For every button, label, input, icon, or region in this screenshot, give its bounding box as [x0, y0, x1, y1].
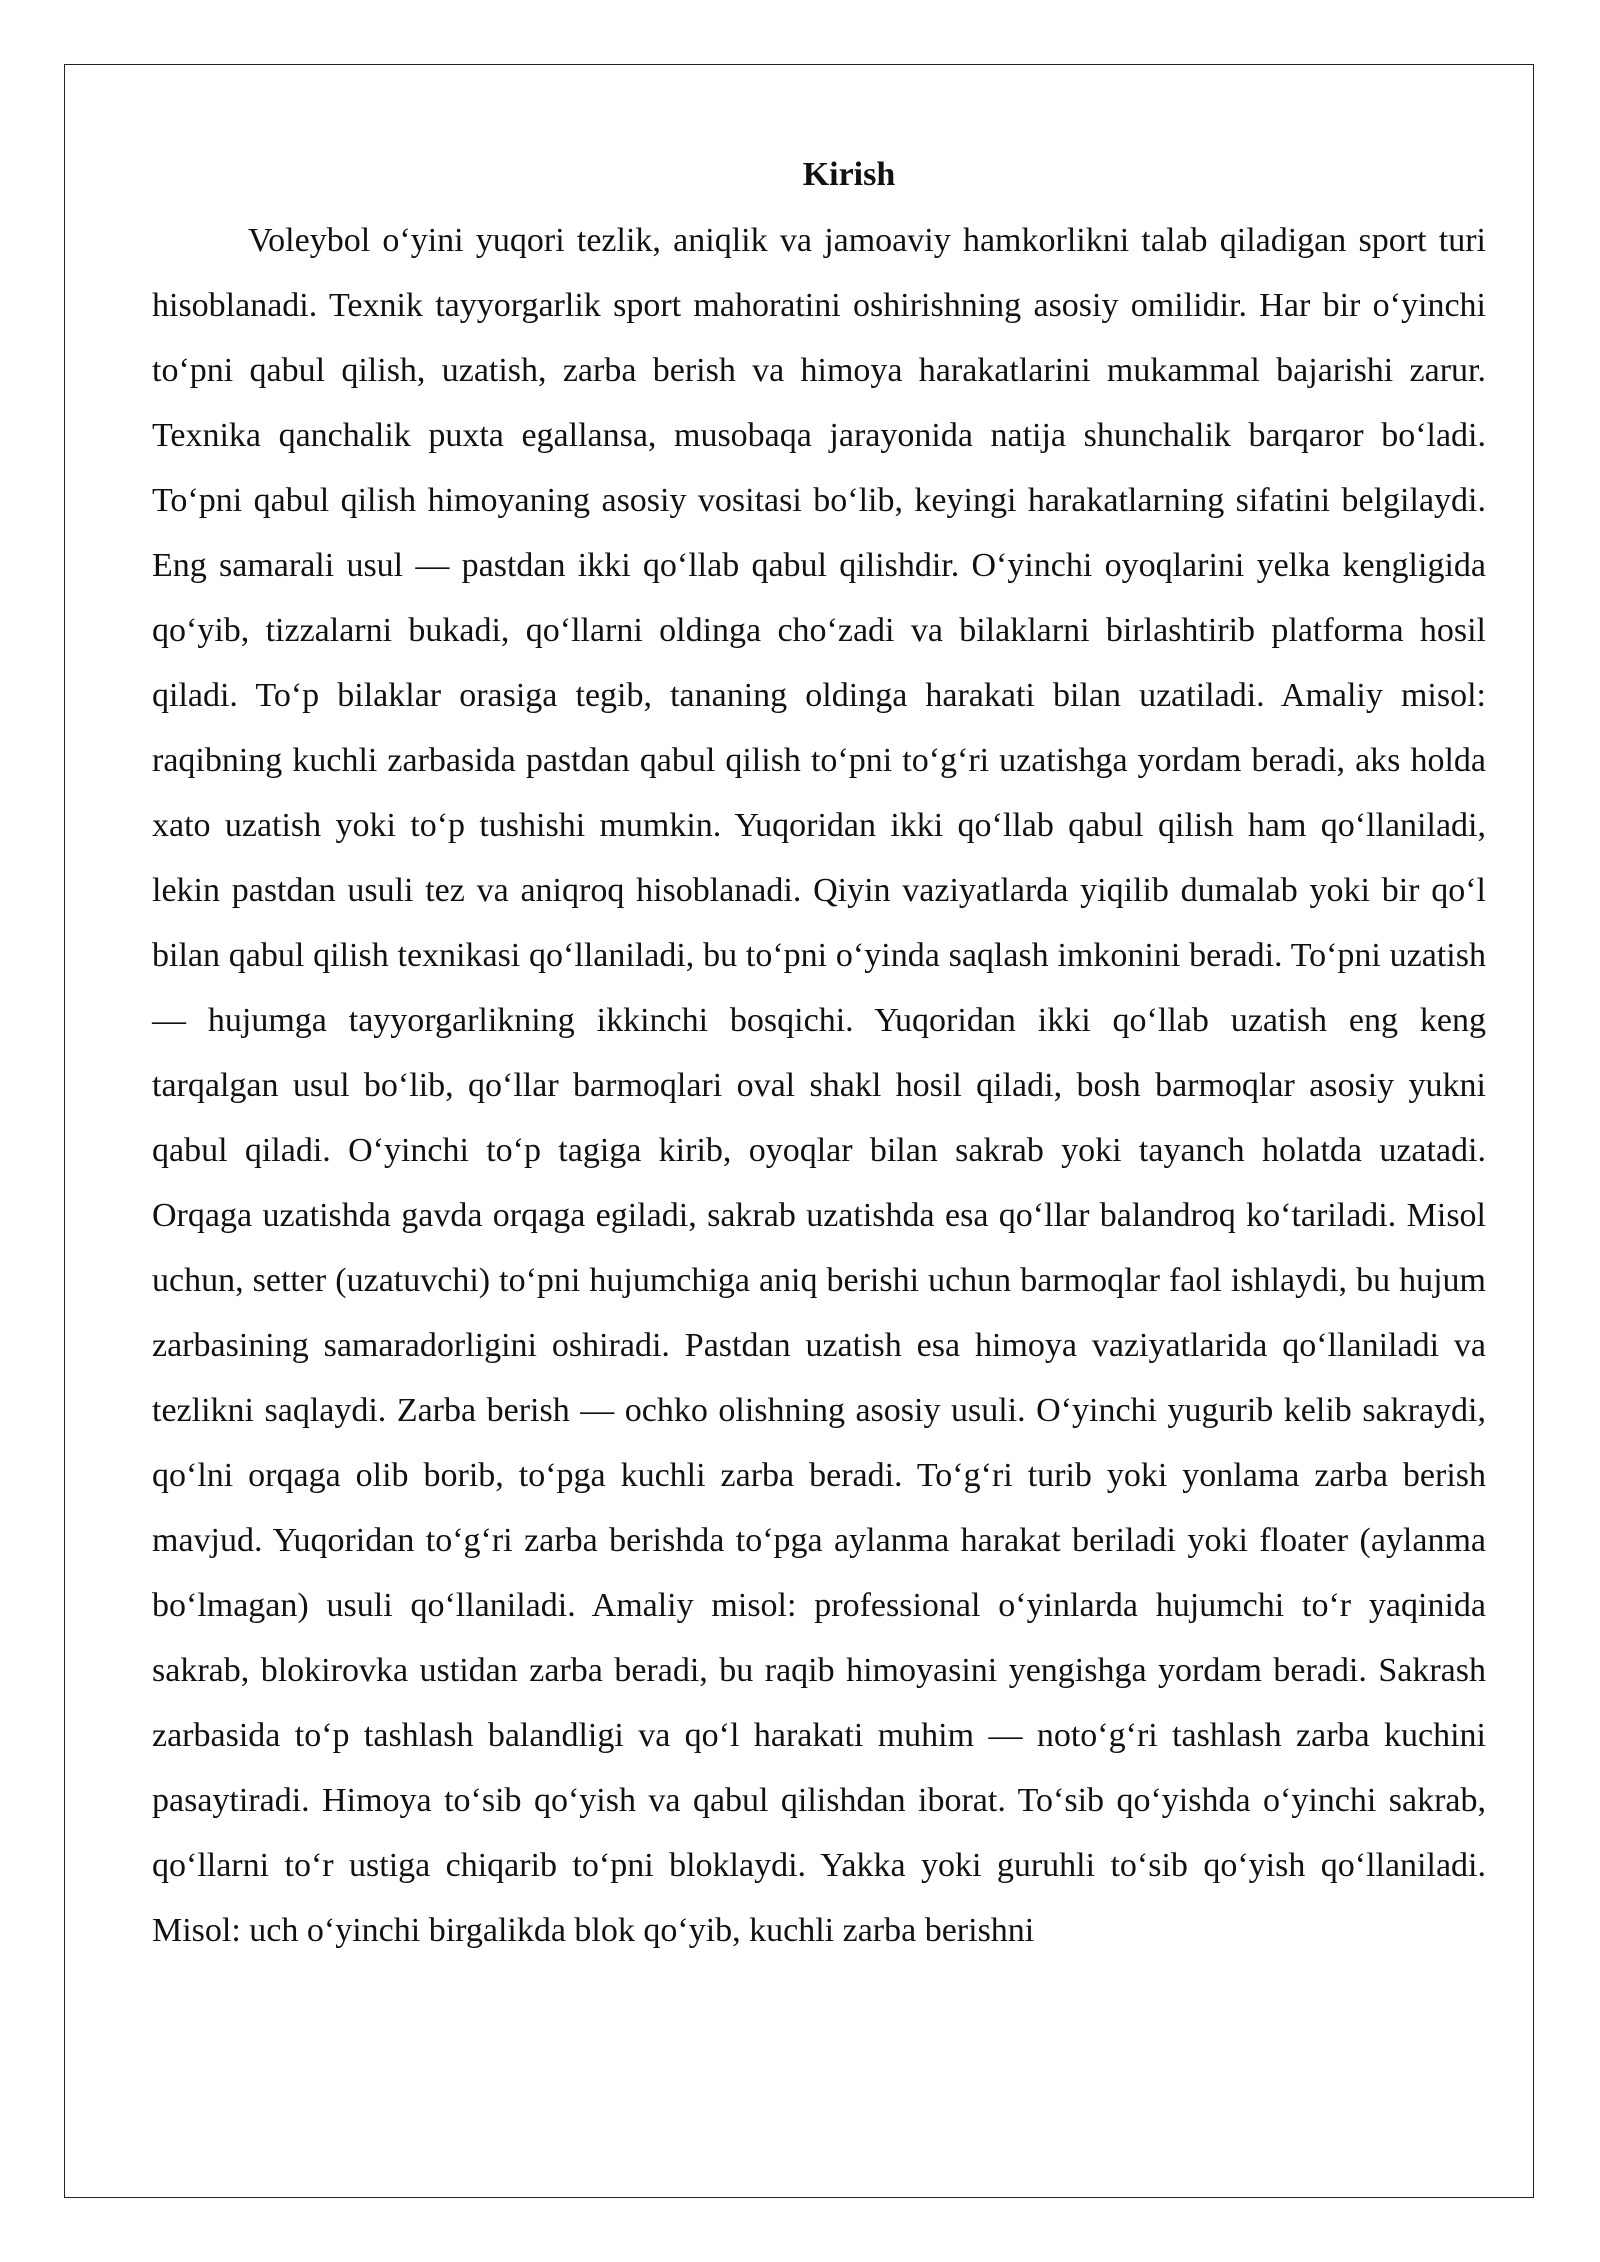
- document-body-paragraph: Voleybol o‘yini yuqori tezlik, aniqlik va jamoaviy hamkorlikni talab qiladigan sport turi hisoblanadi. Texnik tayyorgarlik sport mahoratini oshirishning asosiy omilidir. Har bir o‘yinchi to‘pni qabul qilish, uzatish, zarba berish va himoya harakatlarini mukammal bajarishi zarur. Texnika qanchalik puxta egallansa, musobaqa jarayonida natija shunchalik barqaror bo‘ladi. To‘pni qabul qilish himoyaning asosiy vositasi bo‘lib, keyingi harakatlarning sifatini belgilaydi. Eng samarali usul — pastdan ikki qo‘llab qabul qilishdir. O‘yinchi oyoqlarini yelka kengligida qo‘yib, tizzalarni bukadi, qo‘llarni oldinga cho‘zadi va bilaklarni birlashtirib platforma hosil qiladi. To‘p bilaklar orasiga tegib, tananing oldinga harakati bilan uzatiladi. Amaliy misol: raqibning kuchli zarbasida pastdan qabul qilish to‘pni to‘g‘ri uzatishga yordam beradi, aks holda xato uzatish yoki to‘p tushishi mumkin. Yuqoridan ikki qo‘llab qabul qilish ham qo‘llaniladi, lekin pastdan usuli tez va aniqroq hisoblanadi. Qiyin vaziyatlarda yiqilib dumalab yoki bir qo‘l bilan qabul qilish texnikasi qo‘llaniladi, bu to‘pni o‘yinda saqlash imkonini beradi. To‘pni uzatish — hujumga tayyorgarlikning ikkinchi bosqichi. Yuqoridan ikki qo‘llab uzatish eng keng tarqalgan usul bo‘lib, qo‘llar barmoqlari oval shakl hosil qiladi, bosh barmoqlar asosiy yukni qabul qiladi. O‘yinchi to‘p tagiga kirib, oyoqlar bilan sakrab yoki tayanch holatda uzatadi. Orqaga uzatishda gavda orqaga egiladi, sakrab uzatishda esa qo‘llar balandroq ko‘tariladi. Misol uchun, setter (uzatuvchi) to‘pni hujumchiga aniq berishi uchun barmoqlar faol ishlaydi, bu hujum zarbasining samaradorligini oshiradi. Pastdan uzatish esa himoya vaziyatlarida qo‘llaniladi va tezlikni saqlaydi. Zarba berish — ochko olishning asosiy usuli. O‘yinchi yugurib kelib sakraydi, qo‘lni orqaga olib borib, to‘pga kuchli zarba beradi. To‘g‘ri turib yoki yonlama zarba berish mavjud. Yuqoridan to‘g‘ri zarba berishda to‘pga aylanma harakat beriladi yoki floater (aylanma bo‘lmagan) usuli qo‘llaniladi. Amaliy misol: professional o‘yinlarda hujumchi to‘r yaqinida sakrab, blokirovka ustidan zarba beradi, bu raqib himoyasini yengishga yordam beradi. Sakrash zarbasida to‘p tashlash balandligi va qo‘l harakati muhim — noto‘g‘ri tashlash zarba kuchini pasaytiradi. Himoya to‘sib qo‘yish va qabul qilishdan iborat. To‘sib qo‘yishda o‘yinchi sakrab, qo‘llarni to‘r ustiga chiqarib to‘pni bloklaydi. Yakka yoki guruhli to‘sib qo‘yish qo‘llaniladi. Misol: uch o‘yinchi birgalikda blok qo‘yib, kuchli zarba berishni: [152, 222, 1486, 1949]
- document-title: Kirish: [802, 156, 896, 193]
- document-content: [152, 148, 1486, 1963]
